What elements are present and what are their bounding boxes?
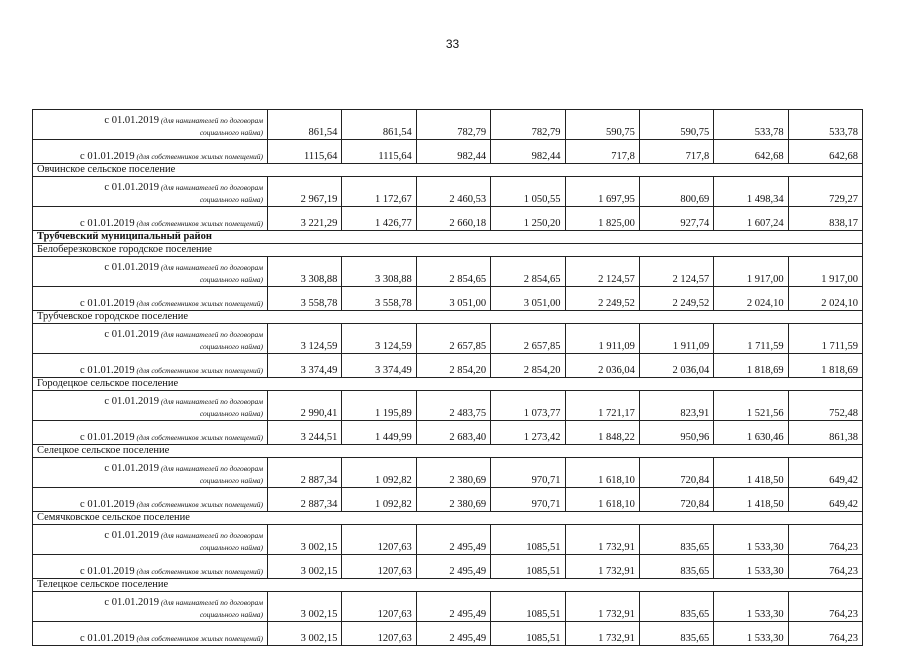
tariff-value-col-6: 2 036,04 [639, 354, 713, 378]
tariff-value-col-2: 1 092,82 [342, 488, 416, 512]
owner-row [33, 354, 863, 378]
tariff-value-col-8: 533,78 [788, 110, 862, 140]
tariff-value-col-4: 3 051,00 [491, 287, 565, 311]
settlement-title: Телецкое сельское поселение [33, 579, 863, 592]
tariff-value-col-6: 835,65 [639, 622, 713, 646]
tariff-value-col-2: 1 426,77 [342, 207, 416, 231]
tenant-label-line1 [104, 329, 263, 340]
tenant-note-2: социального найма) [199, 128, 263, 137]
tariff-value-col-7: 1 533,30 [714, 525, 788, 555]
settlement-title: Овчинское сельское поселение [33, 164, 863, 177]
tenant-note-2: социального найма) [199, 342, 263, 351]
owner-date: с 01.01.2019 [80, 218, 135, 229]
tariff-value-col-1: 3 558,78 [268, 287, 342, 311]
tariff-value-col-1: 2 990,41 [268, 391, 342, 421]
tenant-date: с 01.01.2019 [104, 262, 159, 273]
tenant-label [33, 257, 268, 287]
tariff-value-col-4: 1085,51 [491, 622, 565, 646]
tenant-label [33, 110, 268, 140]
settlement-title: Трубчевское городское поселение [33, 311, 863, 324]
tenant-note-2: социального найма) [199, 409, 263, 418]
owner-note: (для собственников жилых помещений) [134, 366, 263, 375]
owner-date: с 01.01.2019 [80, 151, 135, 162]
tariff-value-col-6: 1 911,09 [639, 324, 713, 354]
tenant-label-line1 [104, 463, 263, 474]
tariff-value-col-3: 2 495,49 [416, 555, 490, 579]
page-number: 33 [445, 37, 460, 51]
settlement-row [33, 244, 863, 257]
tariff-value-col-6: 2 249,52 [639, 287, 713, 311]
tenant-row [33, 324, 863, 354]
owner-note: (для собственников жилых помещений) [134, 152, 263, 161]
tariff-value-col-4: 1 250,20 [491, 207, 565, 231]
tariff-value-col-6: 800,69 [639, 177, 713, 207]
tariff-value-col-1: 3 221,29 [268, 207, 342, 231]
tenant-label [33, 391, 268, 421]
tariff-value-col-2: 1207,63 [342, 555, 416, 579]
tenant-date: с 01.01.2019 [104, 463, 159, 474]
tariff-value-col-5: 2 249,52 [565, 287, 639, 311]
tariff-value-col-6: 950,96 [639, 421, 713, 445]
tariff-value-col-1: 2 887,34 [268, 488, 342, 512]
tenant-row [33, 391, 863, 421]
tariff-value-col-3: 2 495,49 [416, 622, 490, 646]
tariff-value-col-1: 3 002,15 [268, 525, 342, 555]
tariff-value-col-1: 3 002,15 [268, 555, 342, 579]
tariff-value-col-5: 590,75 [565, 110, 639, 140]
tariff-value-col-2: 1207,63 [342, 592, 416, 622]
tariff-value-col-4: 2 854,20 [491, 354, 565, 378]
tariff-value-col-2: 3 308,88 [342, 257, 416, 287]
owner-row [33, 488, 863, 512]
tariff-value-col-1: 3 124,59 [268, 324, 342, 354]
tariff-value-col-7: 1 533,30 [714, 555, 788, 579]
tariff-value-col-1: 3 002,15 [268, 592, 342, 622]
tariff-value-col-2: 1207,63 [342, 622, 416, 646]
owner-note: (для собственников жилых помещений) [134, 567, 263, 576]
settlement-row [33, 512, 863, 525]
tariff-value-col-4: 970,71 [491, 488, 565, 512]
tenant-row [33, 257, 863, 287]
owner-date: с 01.01.2019 [80, 633, 135, 644]
tariff-value-col-7: 2 024,10 [714, 287, 788, 311]
tenant-date: с 01.01.2019 [104, 396, 159, 407]
tariff-value-col-1: 3 244,51 [268, 421, 342, 445]
tariff-value-col-4: 1 273,42 [491, 421, 565, 445]
tenant-note-1: (для нанимателей по договорам [158, 464, 263, 473]
tariff-value-col-3: 2 495,49 [416, 525, 490, 555]
tariff-value-col-4: 970,71 [491, 458, 565, 488]
owner-row [33, 421, 863, 445]
owner-row [33, 287, 863, 311]
tenant-note-1: (для нанимателей по договорам [158, 183, 263, 192]
tariff-value-col-5: 1 697,95 [565, 177, 639, 207]
tariff-value-col-3: 2 495,49 [416, 592, 490, 622]
owner-row [33, 140, 863, 164]
tariff-value-col-8: 764,23 [788, 592, 862, 622]
region-title: Трубчевский муниципальный район [33, 231, 863, 244]
tenant-label [33, 592, 268, 622]
owner-row [33, 207, 863, 231]
tariff-value-col-7: 1 607,24 [714, 207, 788, 231]
tariff-value-col-4: 2 657,85 [491, 324, 565, 354]
tariff-value-col-6: 835,65 [639, 592, 713, 622]
tariff-value-col-6: 2 124,57 [639, 257, 713, 287]
owner-date: с 01.01.2019 [80, 432, 135, 443]
tariff-value-col-2: 861,54 [342, 110, 416, 140]
tenant-row [33, 592, 863, 622]
owner-row [33, 622, 863, 646]
settlement-title: Семячковское сельское поселение [33, 512, 863, 525]
tariff-value-col-2: 1115,64 [342, 140, 416, 164]
tariff-value-col-8: 764,23 [788, 555, 862, 579]
tariff-value-col-4: 782,79 [491, 110, 565, 140]
owner-note: (для собственников жилых помещений) [134, 634, 263, 643]
tariff-value-col-2: 3 558,78 [342, 287, 416, 311]
tenant-label-line1 [104, 396, 263, 407]
owner-label [33, 140, 268, 164]
tariff-value-col-2: 1 092,82 [342, 458, 416, 488]
tariff-table-body [33, 110, 863, 646]
tenant-note-2: социального найма) [199, 476, 263, 485]
tariff-value-col-4: 2 854,65 [491, 257, 565, 287]
tariff-value-col-7: 1 630,46 [714, 421, 788, 445]
tariff-value-col-1: 2 967,19 [268, 177, 342, 207]
tariff-value-col-8: 649,42 [788, 458, 862, 488]
tariff-value-col-8: 1 917,00 [788, 257, 862, 287]
tariff-value-col-2: 1 195,89 [342, 391, 416, 421]
tenant-date: с 01.01.2019 [104, 597, 159, 608]
tariff-value-col-5: 1 618,10 [565, 488, 639, 512]
tariff-value-col-6: 835,65 [639, 525, 713, 555]
tariff-value-col-1: 3 374,49 [268, 354, 342, 378]
tenant-row [33, 110, 863, 140]
owner-label [33, 622, 268, 646]
tenant-label-line1 [104, 262, 263, 273]
tariff-value-col-7: 1 418,50 [714, 458, 788, 488]
tenant-note-1: (для нанимателей по договорам [158, 598, 263, 607]
tariff-value-col-7: 642,68 [714, 140, 788, 164]
settlement-row [33, 579, 863, 592]
tariff-value-col-5: 2 036,04 [565, 354, 639, 378]
tariff-value-col-8: 2 024,10 [788, 287, 862, 311]
tariff-value-col-7: 1 533,30 [714, 622, 788, 646]
tenant-note-2: социального найма) [199, 195, 263, 204]
tariff-value-col-3: 2 380,69 [416, 458, 490, 488]
settlement-row [33, 378, 863, 391]
tariff-value-col-6: 927,74 [639, 207, 713, 231]
tenant-label [33, 458, 268, 488]
tenant-note-1: (для нанимателей по договорам [158, 116, 263, 125]
owner-date: с 01.01.2019 [80, 566, 135, 577]
owner-label [33, 354, 268, 378]
owner-label [33, 287, 268, 311]
tenant-label-line1 [104, 182, 263, 193]
tariff-value-col-3: 2 460,53 [416, 177, 490, 207]
tariff-value-col-8: 752,48 [788, 391, 862, 421]
tariff-value-col-7: 1 498,34 [714, 177, 788, 207]
tenant-label-line1 [104, 115, 263, 126]
tenant-label-line1 [104, 530, 263, 541]
tariff-value-col-2: 3 374,49 [342, 354, 416, 378]
tenant-note-1: (для нанимателей по договорам [158, 397, 263, 406]
tariff-value-col-3: 2 854,20 [416, 354, 490, 378]
settlement-row [33, 164, 863, 177]
tariff-value-col-7: 1 917,00 [714, 257, 788, 287]
tenant-note-2: социального найма) [199, 543, 263, 552]
tariff-value-col-7: 1 533,30 [714, 592, 788, 622]
tariff-value-col-8: 729,27 [788, 177, 862, 207]
tariff-value-col-6: 823,91 [639, 391, 713, 421]
owner-note: (для собственников жилых помещений) [134, 433, 263, 442]
tariff-value-col-1: 2 887,34 [268, 458, 342, 488]
tenant-note-2: социального найма) [199, 275, 263, 284]
tariff-value-col-5: 2 124,57 [565, 257, 639, 287]
tenant-row [33, 458, 863, 488]
tariff-value-col-3: 2 483,75 [416, 391, 490, 421]
tariff-value-col-3: 3 051,00 [416, 287, 490, 311]
tariff-value-col-4: 1085,51 [491, 525, 565, 555]
tariff-value-col-3: 2 854,65 [416, 257, 490, 287]
owner-date: с 01.01.2019 [80, 499, 135, 510]
tenant-note-1: (для нанимателей по договорам [158, 531, 263, 540]
tariff-value-col-3: 782,79 [416, 110, 490, 140]
tariff-value-col-4: 982,44 [491, 140, 565, 164]
tariff-value-col-8: 642,68 [788, 140, 862, 164]
tenant-note-1: (для нанимателей по договорам [158, 263, 263, 272]
tariff-value-col-8: 764,23 [788, 622, 862, 646]
tenant-date: с 01.01.2019 [104, 115, 159, 126]
tenant-row [33, 525, 863, 555]
owner-note: (для собственников жилых помещений) [134, 500, 263, 509]
tariff-value-col-6: 720,84 [639, 458, 713, 488]
tariff-value-col-7: 1 418,50 [714, 488, 788, 512]
settlement-row [33, 311, 863, 324]
tariff-value-col-4: 1085,51 [491, 555, 565, 579]
tariff-value-col-4: 1 073,77 [491, 391, 565, 421]
tariff-value-col-5: 1 732,91 [565, 525, 639, 555]
tenant-date: с 01.01.2019 [104, 530, 159, 541]
settlement-title: Белоберезковское городское поселение [33, 244, 863, 257]
tariff-value-col-5: 1 618,10 [565, 458, 639, 488]
tariff-value-col-6: 835,65 [639, 555, 713, 579]
tenant-label [33, 177, 268, 207]
tenant-date: с 01.01.2019 [104, 182, 159, 193]
tariff-value-col-5: 1 911,09 [565, 324, 639, 354]
owner-label [33, 488, 268, 512]
tariff-value-col-8: 1 711,59 [788, 324, 862, 354]
tariff-value-col-8: 649,42 [788, 488, 862, 512]
tariff-value-col-3: 2 660,18 [416, 207, 490, 231]
tariff-value-col-2: 3 124,59 [342, 324, 416, 354]
tenant-label [33, 324, 268, 354]
tariff-table [32, 109, 863, 646]
tenant-label-line1 [104, 597, 263, 608]
region-row [33, 231, 863, 244]
tariff-value-col-2: 1 449,99 [342, 421, 416, 445]
tariff-value-col-5: 1 825,00 [565, 207, 639, 231]
tenant-note-2: социального найма) [199, 610, 263, 619]
tariff-value-col-8: 764,23 [788, 525, 862, 555]
tariff-value-col-7: 533,78 [714, 110, 788, 140]
tenant-date: с 01.01.2019 [104, 329, 159, 340]
tariff-value-col-1: 1115,64 [268, 140, 342, 164]
tariff-value-col-6: 590,75 [639, 110, 713, 140]
tariff-value-col-3: 2 380,69 [416, 488, 490, 512]
tariff-value-col-5: 1 721,17 [565, 391, 639, 421]
tariff-value-col-7: 1 818,69 [714, 354, 788, 378]
tariff-value-col-8: 1 818,69 [788, 354, 862, 378]
settlement-title: Селецкое сельское поселение [33, 445, 863, 458]
tariff-value-col-1: 3 308,88 [268, 257, 342, 287]
owner-label [33, 555, 268, 579]
tariff-value-col-5: 1 732,91 [565, 622, 639, 646]
tariff-value-col-8: 838,17 [788, 207, 862, 231]
tariff-value-col-4: 1085,51 [491, 592, 565, 622]
tariff-value-col-6: 720,84 [639, 488, 713, 512]
tariff-value-col-2: 1 172,67 [342, 177, 416, 207]
owner-label [33, 421, 268, 445]
tariff-value-col-1: 861,54 [268, 110, 342, 140]
tenant-row [33, 177, 863, 207]
tariff-value-col-7: 1 521,56 [714, 391, 788, 421]
owner-row [33, 555, 863, 579]
tariff-value-col-5: 1 848,22 [565, 421, 639, 445]
tariff-value-col-3: 982,44 [416, 140, 490, 164]
owner-label [33, 207, 268, 231]
owner-date: с 01.01.2019 [80, 298, 135, 309]
tenant-label [33, 525, 268, 555]
owner-note: (для собственников жилых помещений) [134, 219, 263, 228]
tariff-value-col-8: 861,38 [788, 421, 862, 445]
owner-note: (для собственников жилых помещений) [134, 299, 263, 308]
tenant-note-1: (для нанимателей по договорам [158, 330, 263, 339]
settlement-title: Городецкое сельское поселение [33, 378, 863, 391]
owner-date: с 01.01.2019 [80, 365, 135, 376]
tariff-value-col-6: 717,8 [639, 140, 713, 164]
tariff-value-col-2: 1207,63 [342, 525, 416, 555]
settlement-row [33, 445, 863, 458]
tariff-value-col-7: 1 711,59 [714, 324, 788, 354]
tariff-value-col-5: 1 732,91 [565, 555, 639, 579]
tariff-value-col-3: 2 657,85 [416, 324, 490, 354]
tariff-value-col-5: 717,8 [565, 140, 639, 164]
tariff-value-col-1: 3 002,15 [268, 622, 342, 646]
tariff-value-col-4: 1 050,55 [491, 177, 565, 207]
tariff-value-col-3: 2 683,40 [416, 421, 490, 445]
tariff-value-col-5: 1 732,91 [565, 592, 639, 622]
